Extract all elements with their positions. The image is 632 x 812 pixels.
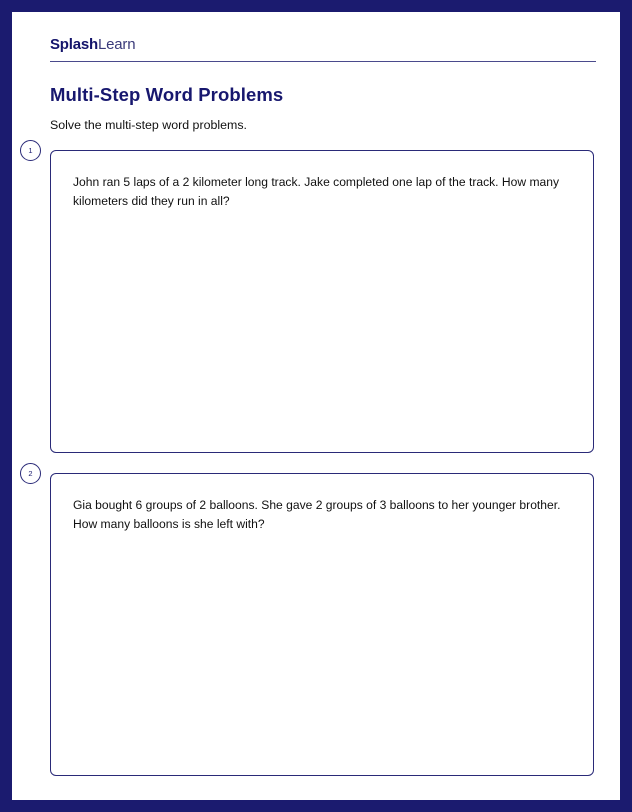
worksheet-content (28, 26, 594, 796)
splashlearn-logo (50, 26, 594, 61)
problem-item (28, 146, 594, 453)
logo-text-learn: Learn (97, 36, 136, 53)
problem-number-badge: 2 (20, 463, 41, 484)
problem-text: John ran 5 laps of a 2 kilometer long track. Jake completed one lap of the track. How many kilometers did they run in all? (73, 175, 560, 208)
answer-box[interactable] (50, 473, 594, 776)
instruction-text: Solve the multi-step word problems. (50, 118, 247, 132)
worksheet-page (12, 12, 620, 800)
problem-item (28, 469, 594, 776)
logo-text-splash: Splash (50, 36, 98, 53)
problem-text: Gia bought 6 groups of 2 balloons. She gave 2 groups of 3 balloons to her younger brother. How many balloons is she left with? (73, 498, 561, 531)
problem-number-badge: 1 (20, 140, 41, 161)
problem-list (28, 146, 594, 776)
answer-box[interactable] (50, 150, 594, 453)
page-title: Multi-Step Word Problems (50, 84, 284, 105)
header-divider (50, 61, 596, 62)
